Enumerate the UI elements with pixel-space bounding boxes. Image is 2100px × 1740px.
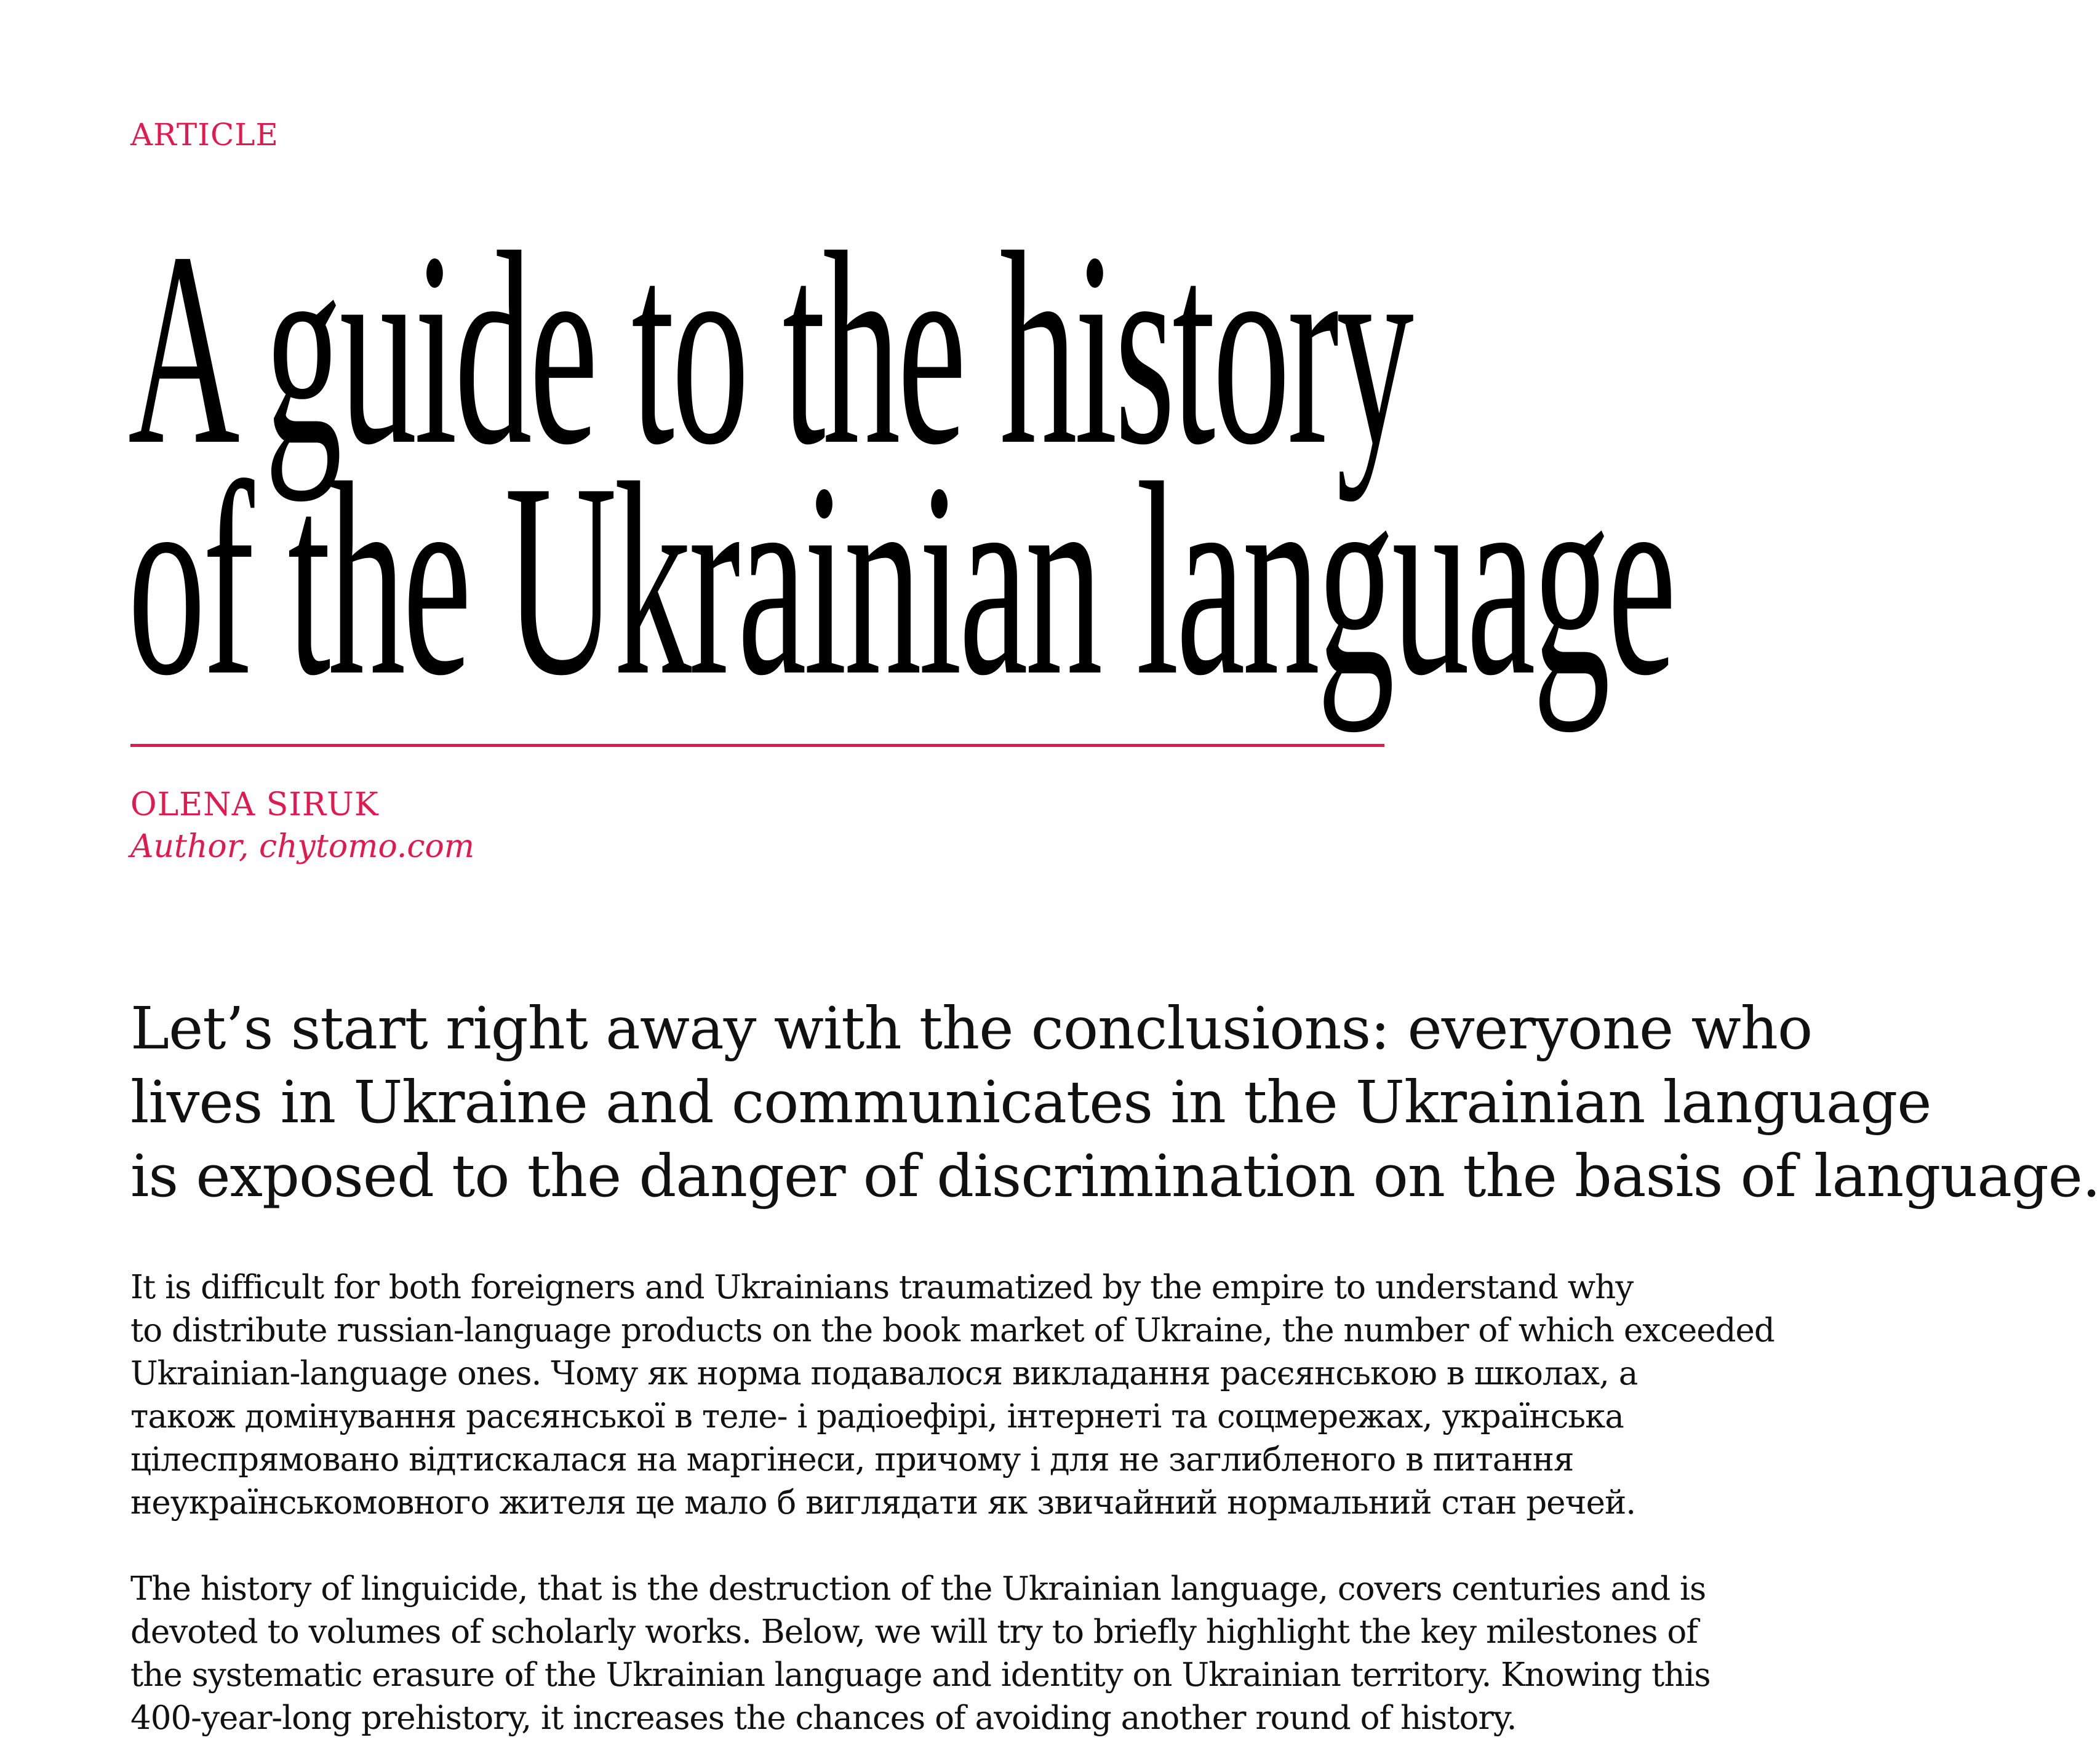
lede-line: lives in Ukraine and communicates in the Ukrainian language: [130, 1069, 1931, 1136]
divider-rule: [130, 744, 1384, 747]
headline-line: of the Ukrainian language: [128, 426, 1674, 733]
author-name: OLENA SIRUK: [130, 786, 379, 823]
lede-line: Let’s start right away with the conclusions: everyone who: [130, 995, 1813, 1063]
lede-line: is exposed to the danger of discrimination on the basis of language.: [130, 1143, 2100, 1210]
headline-line: A guide to the history: [128, 196, 1411, 502]
body-paragraph: [130, 1568, 1711, 1740]
paragraph-line: Ukrainian-language ones. Чому як норма подавалося викладання расєянською в школах, а: [130, 1355, 1638, 1392]
paragraph-line: devoted to volumes of scholarly works. Below, we will try to briefly highlight the key milestones of: [130, 1613, 1698, 1651]
article-lede: [130, 992, 2100, 1213]
paragraph-line: неукраїнськомовного жителя це мало б виглядати як звичайний нормальний стан речей.: [130, 1484, 1636, 1522]
paragraph-line: також домінування расєянської в теле- і радіоефірі, інтернеті та соцмережах, українська: [130, 1398, 1624, 1435]
paragraph-line: It is difficult for both foreigners and Ukrainians traumatized by the empire to understand why: [130, 1269, 1634, 1306]
paragraph-line: 400-year-long prehistory, it increases the chances of avoiding another round of history.: [130, 1699, 1517, 1737]
article-headline: [128, 196, 1674, 733]
paragraph-line: to distribute russian-language products on the book market of Ukraine, the number of which exceeded: [130, 1312, 1775, 1349]
paragraph-line: the systematic erasure of the Ukrainian language and identity on Ukrainian territory. Knowing this: [130, 1656, 1711, 1694]
body-paragraph: [130, 1266, 1775, 1525]
paragraph-line: цілеспрямовано відтискалася на маргінеси, причому і для не заглибленого в питання: [130, 1441, 1574, 1479]
author-role: Author, chytomo.com: [130, 828, 475, 865]
section-kicker: ARTICLE: [130, 117, 279, 153]
paragraph-line: The history of linguicide, that is the destruction of the Ukrainian language, covers centuries and is: [130, 1570, 1706, 1608]
